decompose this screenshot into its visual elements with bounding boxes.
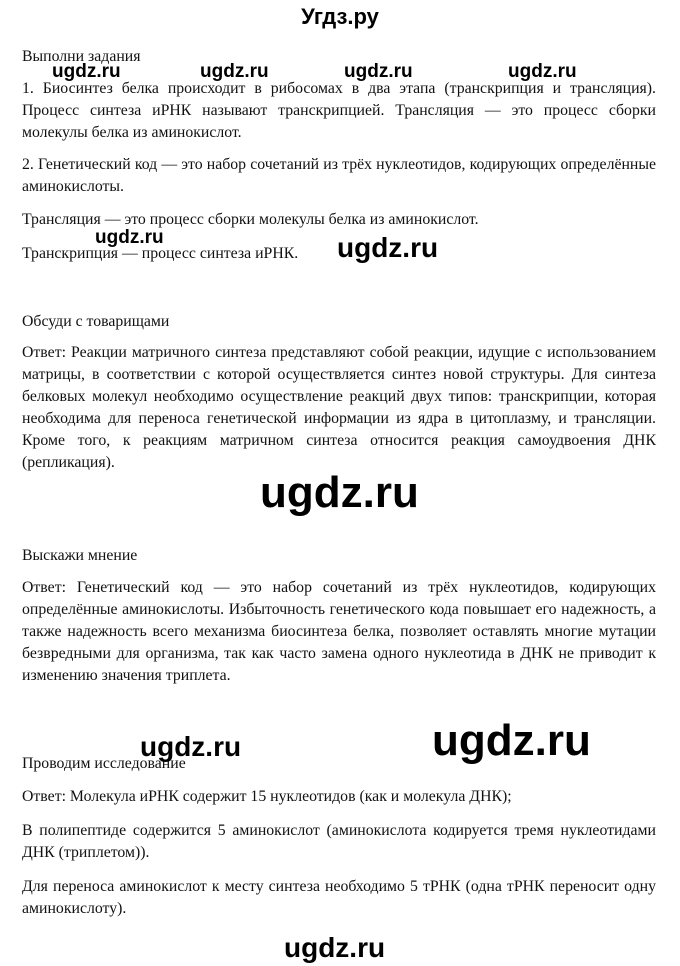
opinion-paragraph-1: Ответ: Генетический код — это набор сочетаний из трёх нуклеотидов, кодирующих определённые аминокислоты. Избыточность генетического кода повышает его надежность, а также надежность всего механизма биосинтеза белка, позволяет оставлять многие мутации безвредными для организма, так как часто замена одного нуклеотида в ДНК не приводит к изменению значения триплета. (22, 579, 656, 684)
watermark: ugdz.ru (95, 227, 164, 248)
section-heading-discuss: Обсуди с товарищами (22, 313, 170, 330)
site-title[interactable]: Угдз.ру (301, 4, 379, 29)
section-heading-research: Проводим исследование (22, 755, 186, 772)
tasks-paragraph-4: Транскрипция — процесс синтеза иРНК. (22, 245, 299, 262)
research-paragraph-3: Для переноса аминокислот к месту синтеза необходимо 5 тРНК (одна тРНК переносит одну аминокислоту). (22, 878, 656, 917)
tasks-paragraph-2: 2. Генетический код — это набор сочетаний из трёх нуклеотидов, кодирующих определённые аминокислоты. (22, 156, 656, 195)
tasks-paragraph-1: 1. Биосинтез белка происходит в рибосомах в два этапа (транскрипция и трансляция). Процесс синтеза иРНК называют транскрипцией. Трансляция — это процесс сборки молекулы белка из аминокислот. (22, 80, 656, 141)
watermark: ugdz.ru (52, 61, 121, 82)
watermark: ugdz.ru (432, 716, 591, 765)
research-paragraph-2: В полипептиде содержится 5 аминокислот (аминокислота кодируется тремя нуклеотидами ДНК (триплетом)). (22, 822, 656, 861)
watermark: ugdz.ru (508, 61, 577, 82)
research-paragraph-1: Ответ: Молекула иРНК содержит 15 нуклеотидов (как и молекула ДНК); (22, 788, 512, 805)
watermark: ugdz.ru (344, 61, 413, 82)
discuss-paragraph-1: Ответ: Реакции матричного синтеза представляют собой реакции, идущие с использованием матрицы, в соответствии с которой осуществляется синтез новой структуры. Для синтеза белковых молекул необходимо осуществление реакций двух типов: транскрипции, которая необходима для переноса генетической информации из ядра в цитоплазму, и трансляции. Кроме того, к реакциям матричном синтеза относится реакция самоудвоения ДНК (репликация). (22, 344, 656, 471)
watermark: ugdz.ru (284, 932, 386, 963)
watermark: ugdz.ru (260, 468, 419, 517)
watermark: ugdz.ru (140, 731, 242, 762)
watermark: ugdz.ru (337, 232, 439, 263)
section-heading-tasks: Выполни задания (22, 48, 141, 65)
watermark: ugdz.ru (200, 61, 269, 82)
section-heading-opinion: Выскажи мнение (22, 547, 138, 564)
tasks-paragraph-3: Трансляция — это процесс сборки молекулы белка из аминокислот. (22, 211, 479, 228)
